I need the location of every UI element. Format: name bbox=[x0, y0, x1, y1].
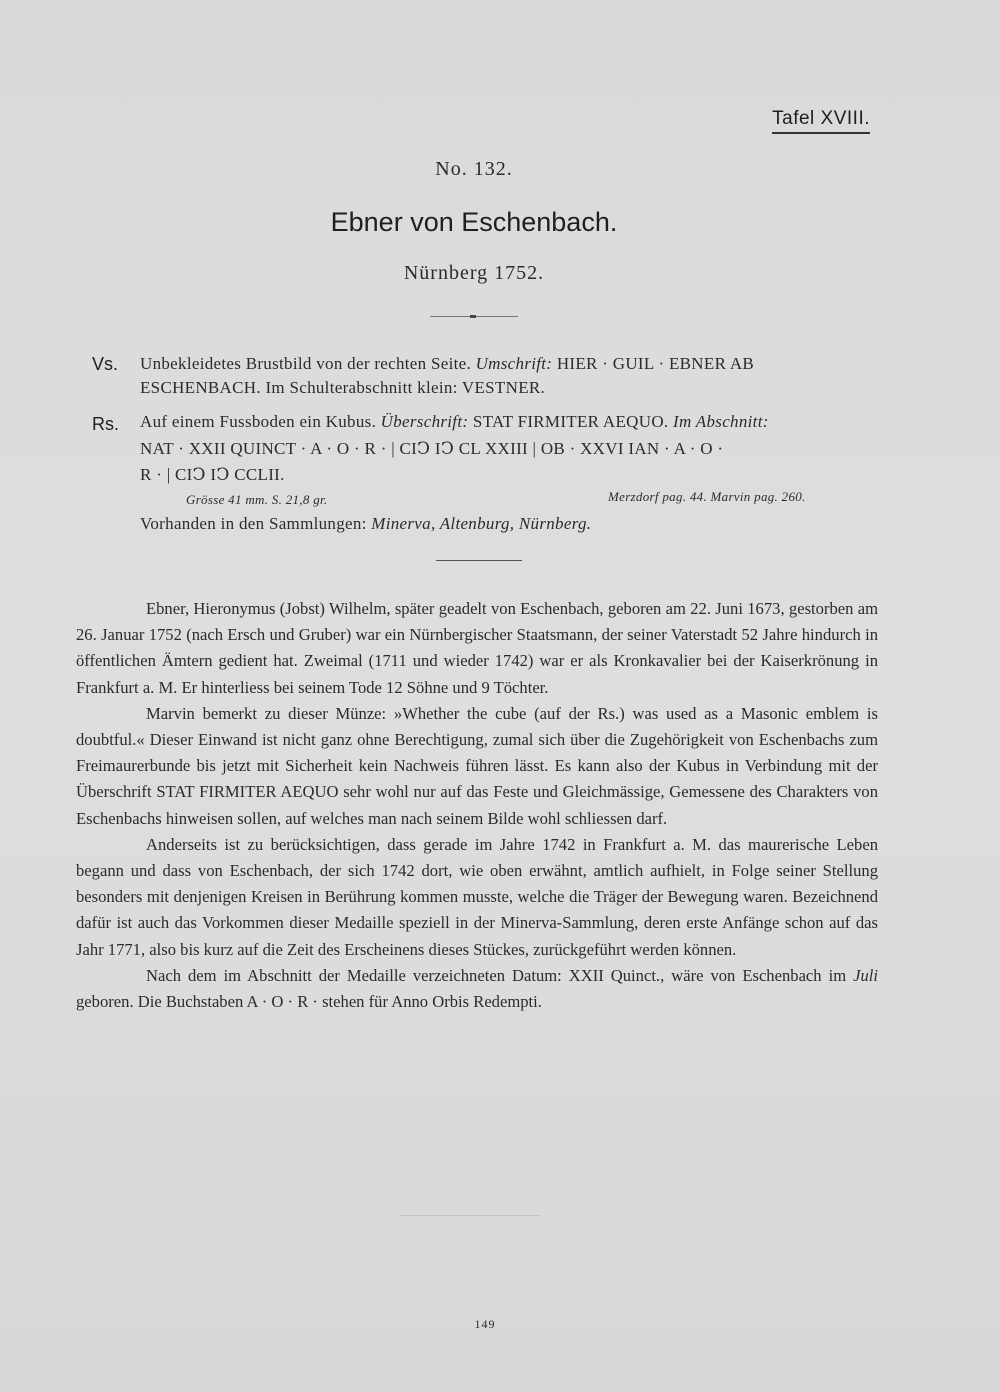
reverse-exergue-label: Im Abschnitt: bbox=[673, 412, 769, 431]
size-weight: Grösse 41 mm. S. 21,8 gr. bbox=[186, 492, 328, 507]
paragraph-4-a: Nach dem im Abschnitt der Medaille verzeichneten Datum: XXII Quinct., wäre von Eschenbach im bbox=[146, 965, 854, 985]
obverse-inscription: HIER · GUIL · EBNER AB bbox=[552, 354, 755, 373]
section-divider bbox=[436, 560, 522, 561]
obverse-inscription-label: Umschrift: bbox=[475, 354, 553, 373]
paragraph-1: Ebner, Hieronymus (Jobst) Wilhelm, später geadelt von Eschenbach, geboren am 22. Juni 1673, gestorben am 26. Januar 1752 (nach Ersch und Gruber) war ein Nürnbergischer Staatsmann, der seiner Vaterstadt 52 Jahre hindurch in öffentlichen Ämtern gedient hat. Zweimal (1711 und wieder 1742) war er als Kronkavalier bei der Kaiserkrönung in Frankfurt a. M. Er hinterliess bei seinem Tode 12 Söhne und 9 Töchter. bbox=[76, 599, 878, 697]
collections-value: Minerva, Altenburg, Nürnberg. bbox=[371, 514, 592, 533]
reverse-inscription: STAT FIRMITER AEQUO. bbox=[468, 412, 674, 431]
references: Merzdorf pag. 44. Marvin pag. 260. bbox=[608, 489, 806, 504]
obverse-line-1 bbox=[140, 354, 754, 374]
reverse-text: Auf einem Fussboden ein Kubus. bbox=[140, 412, 381, 431]
paragraph-4-italic: Juli bbox=[853, 965, 878, 985]
paragraph-4 bbox=[76, 963, 878, 1015]
obverse-label: Vs. bbox=[92, 354, 119, 374]
entry-title: Ebner von Eschenbach. bbox=[330, 207, 618, 237]
plate-number: Tafel XVIII. bbox=[772, 108, 870, 134]
obverse-text: Unbekleidetes Brustbild von der rechten Seite. bbox=[140, 354, 476, 373]
faint-rule bbox=[400, 1215, 540, 1216]
page-number: 149 bbox=[474, 1317, 496, 1331]
obverse-line-2: ESCHENBACH. Im Schulterabschnitt klein: VESTNER. bbox=[140, 378, 546, 397]
entry-number: No. 132. bbox=[435, 158, 513, 180]
entry-place-year: Nürnberg 1752. bbox=[403, 262, 545, 284]
collections-label: Vorhanden in den Sammlungen: bbox=[140, 514, 372, 533]
collections-line bbox=[140, 514, 591, 534]
reverse-line-3: R · | CIↃ IↃ CCLII. bbox=[140, 465, 285, 484]
reverse-line-2: NAT · XXII QUINCT · A · O · R · | CIↃ IↃ CL XXIII | OB · XXVI IAN · A · O · bbox=[140, 439, 724, 458]
paragraph-2: Marvin bemerkt zu dieser Münze: »Whether the cube (auf der Rs.) was used as a Masonic emblem is doubtful.« Dieser Einwand ist nicht ganz ohne Berechtigung, zumal sich über die Zugehörigkeit von Eschenbachs zum Freimaurerbunde bis jetzt mit Sicherheit kein Nachweis führen lässt. Es kann also der Kubus in Verbindung mit der Überschrift STAT FIRMITER AEQUO sehr wohl nur auf das Feste und Gleichmässige, Gemessene des Charakters von Eschenbachs hinweisen sollen, auf welches man nach seinem Bilde wohl schliessen darf. bbox=[76, 703, 878, 828]
reverse-label: Rs. bbox=[92, 414, 119, 434]
paragraph-4-b: geboren. Die Buchstaben A · O · R · stehen für Anno Orbis Redempti. bbox=[76, 992, 542, 1012]
reverse-inscription-label: Überschrift: bbox=[380, 412, 469, 431]
ornament-divider bbox=[430, 316, 518, 317]
paragraph-3: Anderseits ist zu berücksichtigen, dass gerade im Jahre 1742 in Frankfurt a. M. das maurerische Leben begann und dass von Eschenbach, der sich 1742 dort, wie oben erwähnt, amtlich aufhielt, in Folge seiner Stellung besonders mit denjenigen Kreisen in Berührung kommen musste, welche die Träger der Bewegung waren. Bezeichnend dafür ist auch das Vorkommen dieser Medaille speziell in der Minerva-Sammlung, deren erste Anfänge schon auf das Jahr 1771, also bis kurz auf die Zeit des Erscheinens dieses Stückes, zurückgeführt werden können. bbox=[76, 834, 878, 959]
body-text bbox=[76, 596, 878, 1015]
reverse-line-1 bbox=[140, 412, 769, 432]
